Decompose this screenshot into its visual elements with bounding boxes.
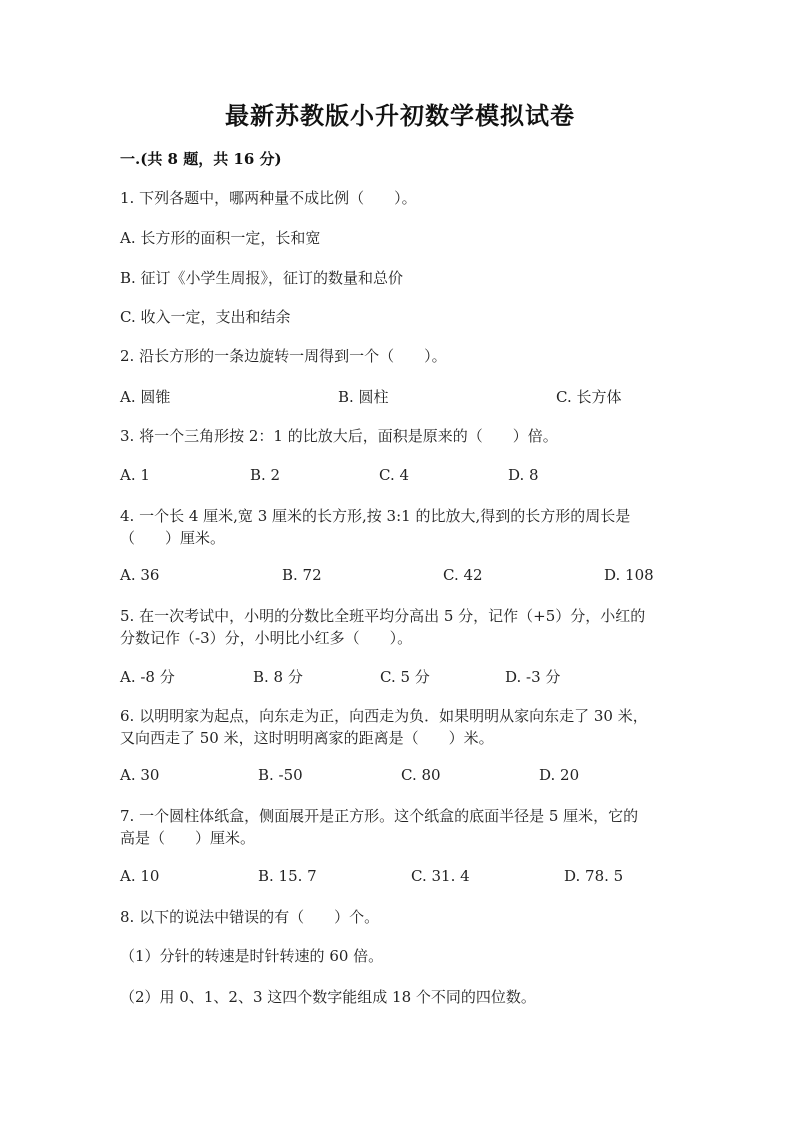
question-8-stem: 8. 以下的说法中错误的有（ ）个。 [120, 908, 380, 926]
question-5-option-a[interactable]: A. -8 分 [120, 668, 175, 686]
question-1-stem: 1. 下列各题中，哪两种量不成比例（ ）。 [120, 189, 417, 207]
question-7-option-c[interactable]: C. 31. 4 [411, 867, 470, 885]
question-2-option-a[interactable]: A. 圆锥 [120, 388, 171, 406]
question-1-option-c[interactable]: C. 收入一定，支出和结余 [120, 308, 291, 326]
question-8-statement-2: （2）用 0、1、2、3 这四个数字能组成 18 个不同的四位数。 [120, 988, 536, 1006]
question-3-option-c[interactable]: C. 4 [379, 466, 410, 484]
question-8-statement-1: （1）分针的转速是时针转速的 60 倍。 [120, 947, 384, 965]
question-6-option-a[interactable]: A. 30 [120, 766, 160, 784]
question-5-stem-line2: 分数记作（-3）分，小明比小红多（ ）。 [120, 629, 413, 647]
question-6-stem-line1: 6. 以明明家为起点，向东走为正，向西走为负．如果明明从家向东走了 30 米， [120, 707, 648, 725]
question-6-option-b[interactable]: B. -50 [258, 766, 303, 784]
page-title: 最新苏教版小升初数学模拟试卷 [225, 101, 575, 130]
question-4-stem-line1: 4. 一个长 4 厘米,宽 3 厘米的长方形,按 3:1 的比放大,得到的长方形的周长是 [120, 507, 631, 525]
question-1-option-a[interactable]: A. 长方形的面积一定，长和宽 [120, 229, 321, 247]
section-heading: 一.(共 8 题，共 16 分) [120, 150, 282, 168]
question-3-stem: 3. 将一个三角形按 2：1 的比放大后，面积是原来的（ ）倍。 [120, 427, 558, 445]
question-4-option-c[interactable]: C. 42 [443, 566, 483, 584]
question-1-option-b[interactable]: B. 征订《小学生周报》，征订的数量和总价 [120, 269, 404, 287]
question-4-option-d[interactable]: D. 108 [604, 566, 654, 584]
question-3-option-a[interactable]: A. 1 [120, 466, 150, 484]
question-7-option-b[interactable]: B. 15. 7 [258, 867, 317, 885]
question-6-stem-line2: 又向西走了 50 米，这时明明离家的距离是（ ）米。 [120, 729, 494, 747]
question-5-stem-line1: 5. 在一次考试中，小明的分数比全班平均分高出 5 分，记作（+5）分，小红的 [120, 607, 646, 625]
question-4-stem-line2: （ ）厘米。 [120, 529, 226, 547]
question-7-stem-line2: 高是（ ）厘米。 [120, 829, 256, 847]
question-7-stem-line1: 7. 一个圆柱体纸盒，侧面展开是正方形。这个纸盒的底面半径是 5 厘米，它的 [120, 807, 639, 825]
question-3-option-b[interactable]: B. 2 [250, 466, 281, 484]
question-7-option-d[interactable]: D. 78. 5 [564, 867, 624, 885]
question-5-option-c[interactable]: C. 5 分 [380, 668, 430, 686]
question-3-option-d[interactable]: D. 8 [508, 466, 539, 484]
question-7-option-a[interactable]: A. 10 [120, 867, 160, 885]
question-4-option-a[interactable]: A. 36 [120, 566, 160, 584]
question-5-option-d[interactable]: D. -3 分 [505, 668, 561, 686]
question-2-option-b[interactable]: B. 圆柱 [338, 388, 389, 406]
question-4-option-b[interactable]: B. 72 [282, 566, 322, 584]
question-6-option-c[interactable]: C. 80 [401, 766, 441, 784]
question-5-option-b[interactable]: B. 8 分 [253, 668, 303, 686]
question-6-option-d[interactable]: D. 20 [539, 766, 580, 784]
question-2-stem: 2. 沿长方形的一条边旋转一周得到一个（ ）。 [120, 347, 447, 365]
question-2-option-c[interactable]: C. 长方体 [556, 388, 622, 406]
